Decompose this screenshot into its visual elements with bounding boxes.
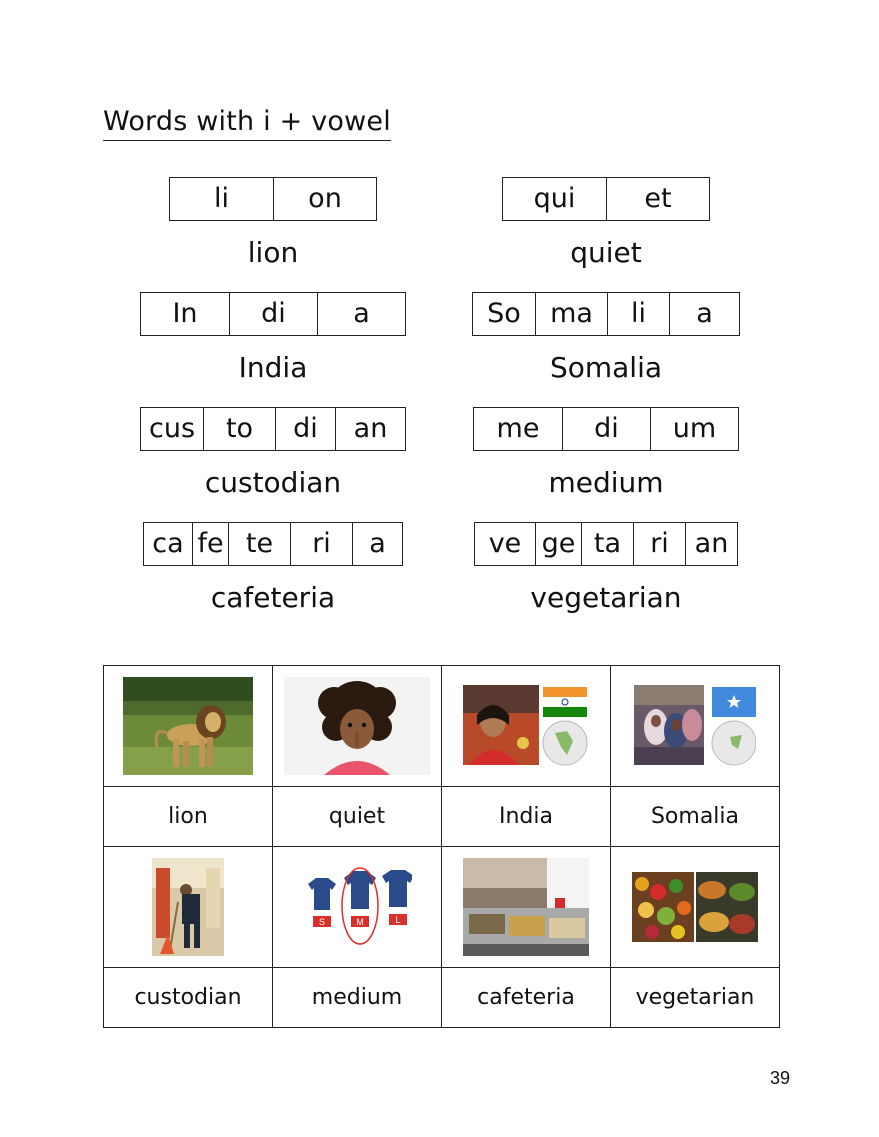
syllable-box: on [273, 178, 376, 220]
syllable-boxes [472, 292, 740, 336]
size-tag-medium: M [356, 917, 364, 927]
word-somalia [441, 292, 771, 386]
syllable-box: ta [581, 523, 633, 565]
syllable-box: di [229, 293, 317, 335]
picture-table [103, 665, 780, 1028]
syllable-box: me [496, 413, 540, 444]
picture-label: custodian [104, 968, 273, 1028]
word-label: Somalia [549, 351, 663, 384]
syllable-boxes [473, 407, 739, 451]
label-row [104, 968, 780, 1028]
somalia-photo [634, 685, 756, 767]
picture-cell-lion [104, 666, 273, 787]
syllable-box: a [352, 523, 402, 565]
syllable-box: ve [488, 528, 522, 559]
syllable-box: te [228, 523, 290, 565]
word-lion [108, 177, 438, 271]
syllable-box: to [203, 408, 275, 450]
picture-label: Somalia [611, 787, 780, 847]
picture-row [104, 666, 780, 787]
syllable-box: cus [148, 413, 196, 444]
cafeteria-photo [463, 858, 589, 956]
india-flag [543, 687, 587, 697]
size-tag-small: S [318, 917, 326, 927]
syllable-boxes [140, 292, 406, 336]
syllable-boxes [140, 407, 406, 451]
syllable-box: an [685, 523, 737, 565]
syllable-boxes [169, 177, 377, 221]
syllable-box: et [606, 178, 709, 220]
picture-label: India [442, 787, 611, 847]
syllable-box: a [317, 293, 405, 335]
picture-cell-custodian [104, 847, 273, 968]
syllable-box: di [275, 408, 335, 450]
syllable-box: ma [535, 293, 607, 335]
syllable-box: qui [533, 183, 576, 214]
syllable-box: In [172, 298, 198, 329]
syllable-box: ca [152, 528, 184, 559]
syllable-boxes [502, 177, 710, 221]
india-photo [463, 685, 589, 767]
picture-cell-vegetarian [611, 847, 780, 968]
word-label: India [238, 351, 308, 384]
syllable-box: an [335, 408, 405, 450]
syllable-box: ri [290, 523, 352, 565]
vegetarian-food-photo [632, 872, 758, 942]
syllable-box: li [607, 293, 669, 335]
word-custodian [108, 407, 438, 501]
syllable-box: ge [535, 523, 581, 565]
picture-label: medium [273, 968, 442, 1028]
word-label: custodian [204, 466, 342, 499]
picture-cell-medium [273, 847, 442, 968]
word-label: cafeteria [210, 581, 336, 614]
syllable-box: ri [633, 523, 685, 565]
picture-label: quiet [273, 787, 442, 847]
page-number: 39 [769, 1068, 791, 1088]
syllable-box: a [669, 293, 739, 335]
syllable-box: fe [192, 523, 228, 565]
word-label: vegetarian [530, 581, 682, 614]
syllable-boxes [474, 522, 738, 566]
word-cafeteria [108, 522, 438, 616]
syllable-boxes [143, 522, 403, 566]
lion-photo [123, 677, 253, 775]
page-title: Words with i + vowel [103, 104, 391, 141]
size-tag-large: L [395, 915, 401, 925]
picture-cell-india [442, 666, 611, 787]
word-label: lion [247, 236, 299, 269]
medium-shirts-photo [302, 866, 412, 948]
syllable-box: um [650, 408, 738, 450]
picture-label: cafeteria [442, 968, 611, 1028]
picture-label: vegetarian [611, 968, 780, 1028]
label-row [104, 787, 780, 847]
syllable-box: di [562, 408, 650, 450]
syllable-box: li [213, 183, 229, 214]
word-label: quiet [570, 236, 642, 269]
syllable-box: So [487, 298, 521, 329]
word-label: medium [548, 466, 664, 499]
quiet-child-photo [284, 677, 430, 775]
picture-cell-cafeteria [442, 847, 611, 968]
picture-row [104, 847, 780, 968]
word-india [108, 292, 438, 386]
picture-label: lion [104, 787, 273, 847]
word-vegetarian [441, 522, 771, 616]
picture-cell-quiet [273, 666, 442, 787]
word-quiet [441, 177, 771, 271]
custodian-photo [152, 858, 224, 956]
word-medium [441, 407, 771, 501]
picture-cell-somalia [611, 666, 780, 787]
